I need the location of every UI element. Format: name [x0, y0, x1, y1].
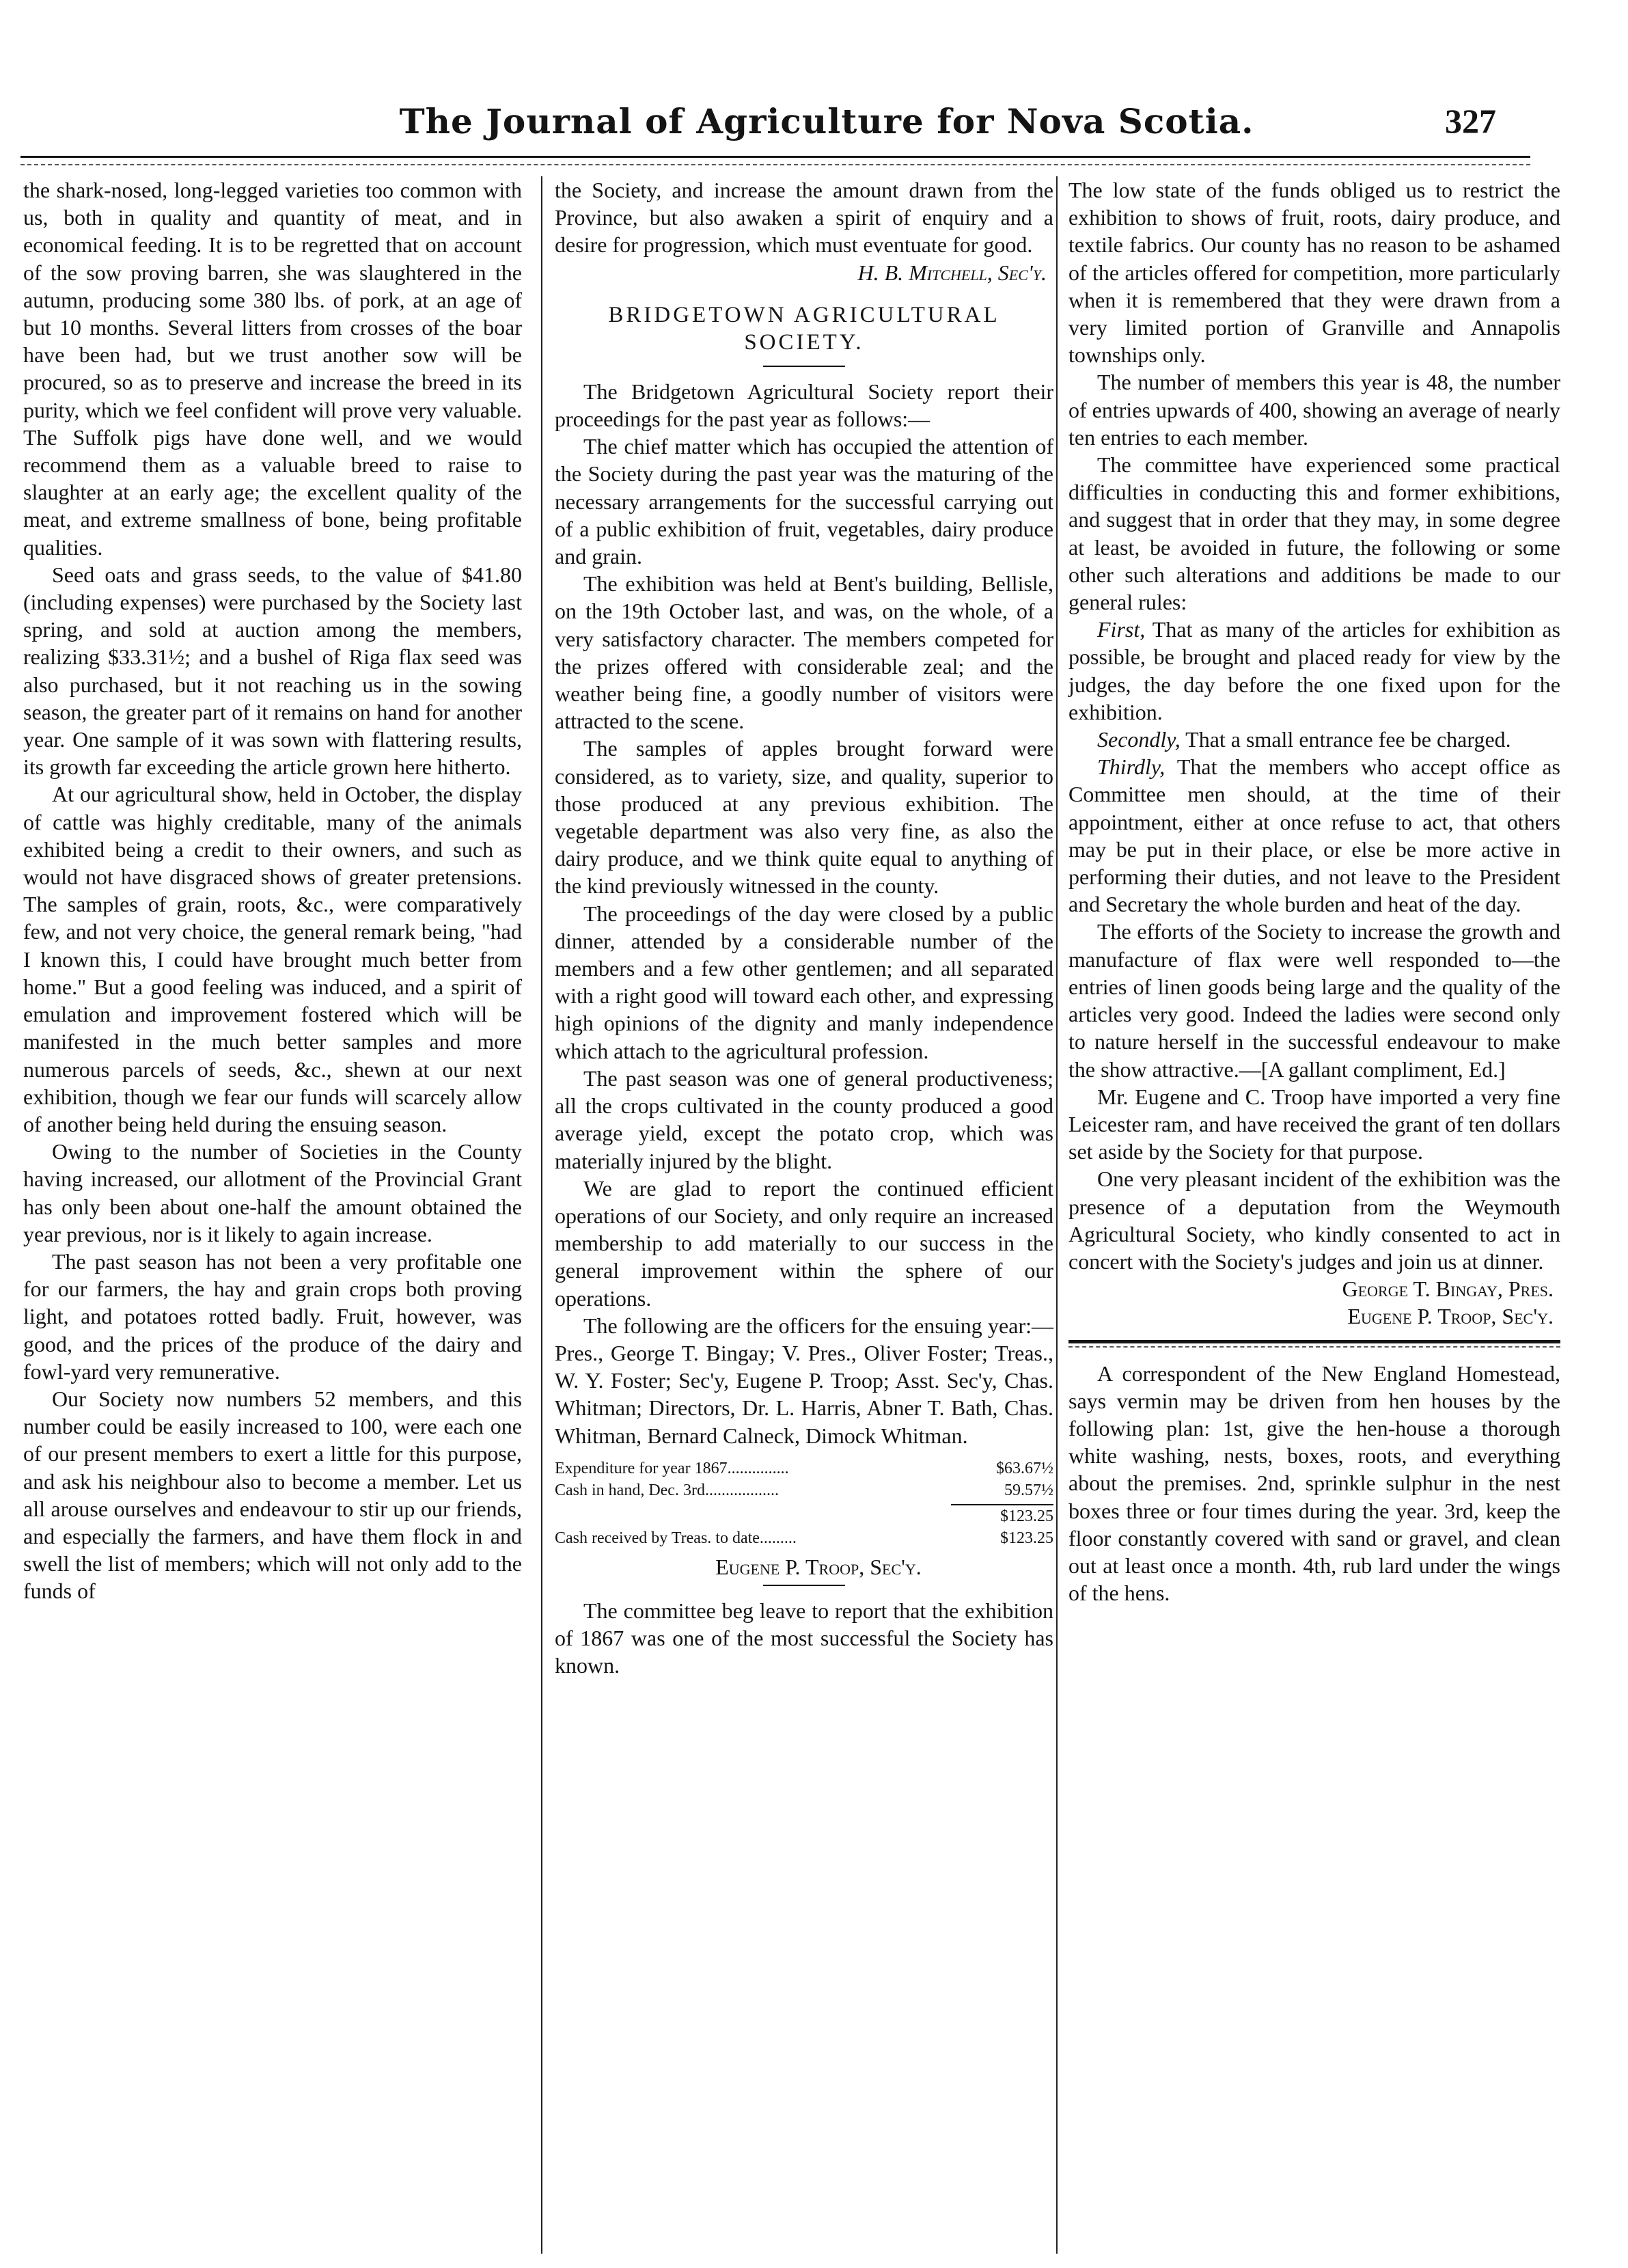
paragraph	[1068, 726, 1560, 753]
column-divider-2	[1056, 176, 1058, 2254]
article-rule	[1068, 1340, 1560, 1343]
paragraph: The exhibition was held at Bent's building, Bellisle, on the 19th October last, and was, on the whole, of a very satisfactory character. The members competed for the prizes offered with considerable zeal; and the weather being fine, a goodly number of visitors were attracted to the scene.	[555, 571, 1053, 734]
paragraph: the Society, and increase the amount drawn from the Province, but also awaken a spirit of enquiry and a desire for progression, which must eventuate for good.	[555, 178, 1053, 258]
section-heading: BRIDGETOWN AGRICULTURAL SOCIETY.	[608, 302, 1000, 355]
account-value: 59.57½	[1004, 1481, 1053, 1499]
account-value: $123.25	[1000, 1529, 1053, 1547]
section-rule	[763, 366, 845, 367]
signature-mitchell: H. B. Mitchell, Sec'y.	[857, 260, 1047, 285]
paragraph: the shark-nosed, long-legged varieties too common with us, both in quality and quantity of meat, and in economical feeding. It is to be regretted that on account of the sow proving barren, she was slaughtered in the autumn, producing some 380 lbs. of pork, at an age of but 10 months. Several litters from crosses of the boar have been had, but we trust another sow will be procured, so as to preserve and increase the breed in its purity, which we feel confident will prove very valuable. The Suffolk pigs have done well, and we would recommend them as a valuable breed to raise to slaughter at an early age; the excellent quality of the meat, and extreme smallness of bone, being profitable qualities.	[23, 178, 522, 560]
account-label: Cash in hand, Dec. 3rd..................	[555, 1481, 779, 1499]
paragraph: At our agricultural show, held in October, the display of cattle was highly creditable, many of the animals exhibited being a credit to their owners, and such as would not have disgraced shows of greater pretensions. The samples of grain, roots, &c., were comparatively few, and not very choice, the general remark being, "had I known this, I could have brought much better from home." But a good feeling was induced, and a spirit of emulation and improvement fostered which will be manifested in the much better samples and more numerous parcels of seeds, &c., shewn at our next exhibition, though we fear our funds will scarcely allow of another being held during the ensuing season.	[23, 782, 522, 1136]
page-number: 327	[1445, 102, 1496, 140]
paragraph: Our Society now numbers 52 members, and this number could be easily increased to 100, were each one of our present members to exert a little for this purpose, and ask his neighbour also to become a member. Let us all arouse ourselves and endeavour to stir up our friends, and especially the farmers, and have them flock in and swell the list of members; which will not only add to the funds of	[23, 1386, 522, 1604]
paragraph: The following are the officers for the ensuing year:—Pres., George T. Bingay; V. Pres., Oliver Foster; Treas., W. Y. Foster; Sec'y, Eugene P. Troop; Asst. Sec'y, Chas. Whitman; Directors, Dr. L. Harris, Abner T. Bath, Chas. Whitman, Bernard Calneck, Dimock Whitman.	[555, 1313, 1053, 1448]
account-row	[555, 1527, 1053, 1549]
column-2	[555, 176, 1053, 1680]
account-label: Expenditure for year 1867...............	[555, 1459, 789, 1477]
accounts-table	[555, 1458, 1053, 1549]
paragraph: The proceedings of the day were closed by a public dinner, attended by a considerable number of the members and a few other gentlemen; and all separated with a right good will toward each other, and expressing high opinions of the dignity and manly independence which attach to the agricultural profession.	[555, 901, 1053, 1063]
signature-troop: Eugene P. Troop, Sec'y.	[1347, 1304, 1554, 1329]
account-value: $63.67½	[996, 1459, 1053, 1477]
account-row	[555, 1458, 1053, 1479]
paragraph: The number of members this year is 48, the number of entries upwards of 400, showing an average of nearly ten entries to each member.	[1068, 370, 1560, 450]
paragraph: We are glad to report the continued efficient operations of our Society, and only require an increased membership to add materially to our success in the general improvement within the sphere of our operations.	[555, 1175, 1053, 1311]
rule-lead: Thirdly,	[1097, 754, 1165, 780]
paragraph: The committee have experienced some practical difficulties in conducting this and former exhibitions, and suggest that in order that they may, in some degree at least, be avoided in future, the following or some other such alterations and additions be made to our general rules:	[1068, 452, 1560, 615]
rule-lead: Secondly,	[1097, 727, 1181, 752]
running-head-title: The Journal of Agriculture for Nova Scotia.	[399, 101, 1254, 141]
paragraph: Owing to the number of Societies in the County having increased, our allotment of the Provincial Grant has only been about one-half the amount obtained the year previous, nor is it likely to again increase.	[23, 1139, 522, 1246]
rule-text: That a small entrance fee be charged.	[1185, 727, 1511, 752]
paragraph: Mr. Eugene and C. Troop have imported a very fine Leicester ram, and have received the grant of ten dollars set aside by the Society for that purpose.	[1068, 1084, 1560, 1164]
paragraph: The chief matter which has occupied the attention of the Society during the past year was the maturing of the necessary arrangements for the successful carrying out of a public exhibition of fruit, vegetables, dairy produce and grain.	[555, 434, 1053, 569]
paragraph: The efforts of the Society to increase the growth and manufacture of flax were well responded to—the entries of linen goods being large and the quality of the articles very good. Indeed the ladies were second only to nature herself in the successful endeavour to make the show attractive.—[A gallant compliment, Ed.]	[1068, 919, 1560, 1082]
header-rule-dashed	[20, 164, 1530, 165]
rule-text: That the members who accept office as Committee men should, at the time of their appointment, either at once refuse to act, that others may be put in their place, or else be more active in performing their duties, and not leave to the President and Secretary the whole burden and heat of the day.	[1068, 754, 1560, 917]
signature-troop: Eugene P. Troop, Sec'y.	[715, 1554, 922, 1579]
paragraph: The Bridgetown Agricultural Society report their proceedings for the past year as follows:—	[555, 379, 1053, 432]
paragraph	[1068, 616, 1560, 726]
column-1	[23, 176, 522, 1605]
rule-lead: First,	[1097, 617, 1146, 642]
account-label: Cash received by Treas. to date.........	[555, 1529, 797, 1547]
paragraph: One very pleasant incident of the exhibition was the presence of a deputation from the Weymouth Agricultural Society, who kindly consented to act in concert with the Society's judges and join us at dinner.	[1068, 1166, 1560, 1274]
account-total: $123.25	[951, 1504, 1053, 1527]
paragraph: Seed oats and grass seeds, to the value of $41.80 (including expenses) were purchased by the Society last spring, and sold at auction among the members, realizing $33.31½; and a bushel of Riga flax seed was also purchased, but it not reaching us in the sowing season, the greater part of it remains on hand for another year. One sample of it was sown with flattering results, its growth far exceeding the article grown here hitherto.	[23, 562, 522, 780]
article-rule-dashed	[1068, 1346, 1560, 1348]
section-rule	[763, 1585, 845, 1586]
paragraph: The samples of apples brought forward were considered, as to variety, size, and quality, superior to those produced at any previous exhibition. The vegetable department was also very fine, as also the dairy produce, and we think quite equal to anything of the kind previously witnessed in the county.	[555, 736, 1053, 899]
paragraph: The past season was one of general productiveness; all the crops cultivated in the county produced a good average yield, except the potato crop, which was materially injured by the blight.	[555, 1065, 1053, 1173]
paragraph: A correspondent of the New England Homestead, says vermin may be driven from hen houses by the following plan: 1st, give the hen-house a thorough white washing, nests, boxes, roots, and everything about the premises. 2nd, sprinkle sulphur in the nest boxes three or four times during the year. 3rd, keep the floor constantly covered with sand or gravel, and clean out at least once a month. 4th, rub lard under the wings of the hens.	[1068, 1361, 1560, 1606]
paragraph: The past season has not been a very profitable one for our farmers, the hay and grain crops both proving light, and potatoes rotted badly. Fruit, however, was good, and the prices of the produce of the dairy and fowl-yard very remunerative.	[23, 1248, 522, 1384]
column-3	[1068, 176, 1560, 1607]
paragraph: The committee beg leave to report that the exhibition of 1867 was one of the most successful the Society has known.	[555, 1598, 1053, 1678]
paragraph: The low state of the funds obliged us to restrict the exhibition to shows of fruit, roots, dairy produce, and textile fabrics. Our county has no reason to be ashamed of the articles offered for competition, more particularly when it is remembered that they were drawn from a very limited portion of Granville and Annapolis townships only.	[1068, 178, 1560, 368]
account-row	[555, 1479, 1053, 1501]
column-divider-1	[541, 176, 542, 2254]
signature-bingay: George T. Bingay, Pres.	[1342, 1276, 1554, 1302]
paragraph	[1068, 753, 1560, 918]
rule-text: That as many of the articles for exhibition as possible, be brought and placed ready for view by the judges, the day before the one fixed upon for the exhibition.	[1068, 617, 1561, 724]
header-rule	[20, 156, 1530, 158]
